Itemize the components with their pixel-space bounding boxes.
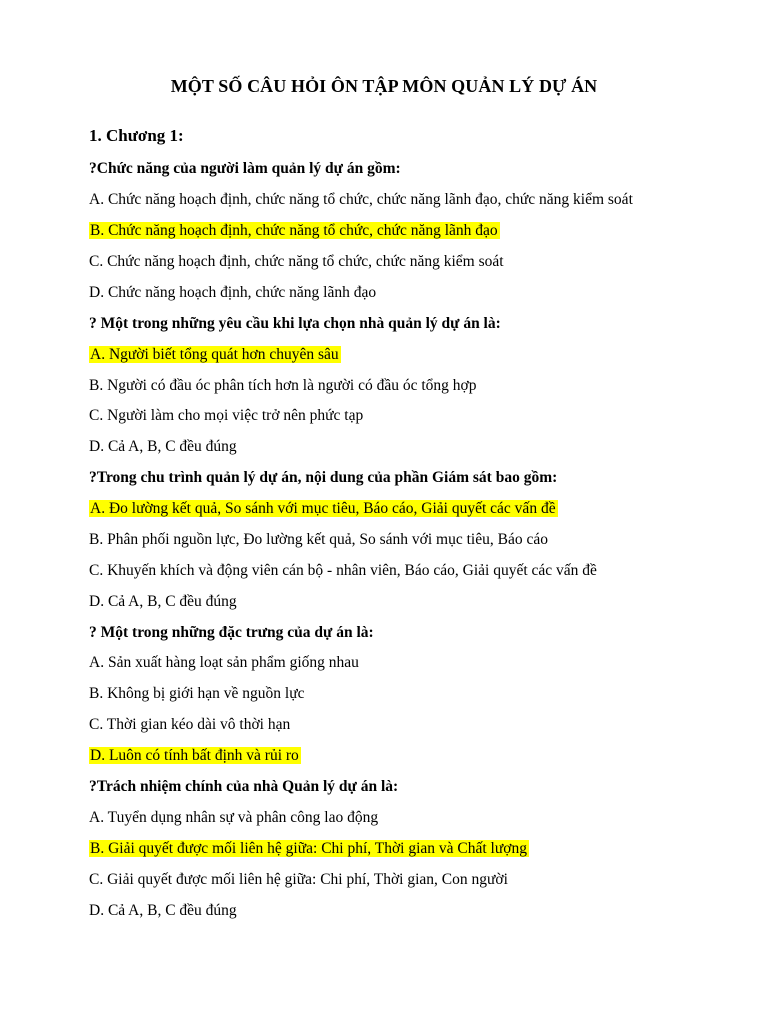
q2-option-d: D. Cả A, B, C đều đúng	[89, 438, 237, 455]
q5-option-d: D. Cả A, B, C đều đúng	[89, 902, 237, 919]
q4-option-c: C. Thời gian kéo dài vô thời hạn	[89, 716, 291, 733]
q5-option-c: C. Giải quyết được mối liên hệ giữa: Chi phí, Thời gian, Con người	[89, 871, 508, 888]
q1-option-d: D. Chức năng hoạch định, chức năng lãnh đạo	[89, 284, 377, 301]
q1-option-c: C. Chức năng hoạch định, chức năng tổ chức, chức năng kiểm soát	[89, 253, 504, 270]
q5-option-b-highlighted	[89, 839, 529, 859]
q3-option-b: B. Phân phối nguồn lực, Đo lường kết quả, So sánh với mục tiêu, Báo cáo	[89, 531, 548, 548]
highlight: A. Người biết tổng quát hơn chuyên sâu	[90, 346, 339, 363]
question-5: ?Trách nhiệm chính của nhà Quản lý dự án là:	[89, 778, 399, 795]
q4-option-a: A. Sản xuất hàng loạt sản phẩm giống nhau	[89, 654, 359, 671]
q2-option-b: B. Người có đầu óc phân tích hơn là người có đầu óc tổng hợp	[89, 377, 477, 394]
q2-option-a-highlighted	[89, 345, 341, 365]
q4-option-b: B. Không bị giới hạn về nguồn lực	[89, 685, 305, 702]
highlight: A. Đo lường kết quả, So sánh với mục tiêu, Báo cáo, Giải quyết các vấn đề	[90, 500, 556, 517]
q4-option-d-highlighted	[89, 746, 301, 766]
q5-option-a: A. Tuyển dụng nhân sự và phân công lao động	[89, 809, 379, 826]
question-2: ? Một trong những yêu cầu khi lựa chọn nhà quản lý dự án là:	[89, 315, 501, 332]
question-4: ? Một trong những đặc trưng của dự án là:	[89, 624, 374, 641]
question-1: ?Chức năng của người làm quản lý dự án gồm:	[89, 160, 401, 177]
chapter-heading: 1. Chương 1:	[89, 126, 184, 145]
q1-option-b-highlighted	[89, 221, 500, 241]
question-3: ?Trong chu trình quản lý dự án, nội dung của phần Giám sát bao gồm:	[89, 469, 558, 486]
q1-option-a: A. Chức năng hoạch định, chức năng tổ chức, chức năng lãnh đạo, chức năng kiểm soát	[89, 191, 633, 208]
highlight: D. Luôn có tính bất định và rủi ro	[90, 747, 299, 764]
document-title: MỘT SỐ CÂU HỎI ÔN TẬP MÔN QUẢN LÝ DỰ ÁN	[170, 76, 598, 96]
q3-option-c: C. Khuyến khích và động viên cán bộ - nhân viên, Báo cáo, Giải quyết các vấn đề	[89, 562, 597, 579]
q3-option-a-highlighted	[89, 499, 558, 519]
highlight: B. Giải quyết được mối liên hệ giữa: Chi phí, Thời gian và Chất lượng	[90, 840, 527, 857]
highlight: B. Chức năng hoạch định, chức năng tổ chức, chức năng lãnh đạo	[90, 222, 498, 239]
q2-option-c: C. Người làm cho mọi việc trở nên phức tạp	[89, 407, 364, 424]
q3-option-d: D. Cả A, B, C đều đúng	[89, 593, 237, 610]
